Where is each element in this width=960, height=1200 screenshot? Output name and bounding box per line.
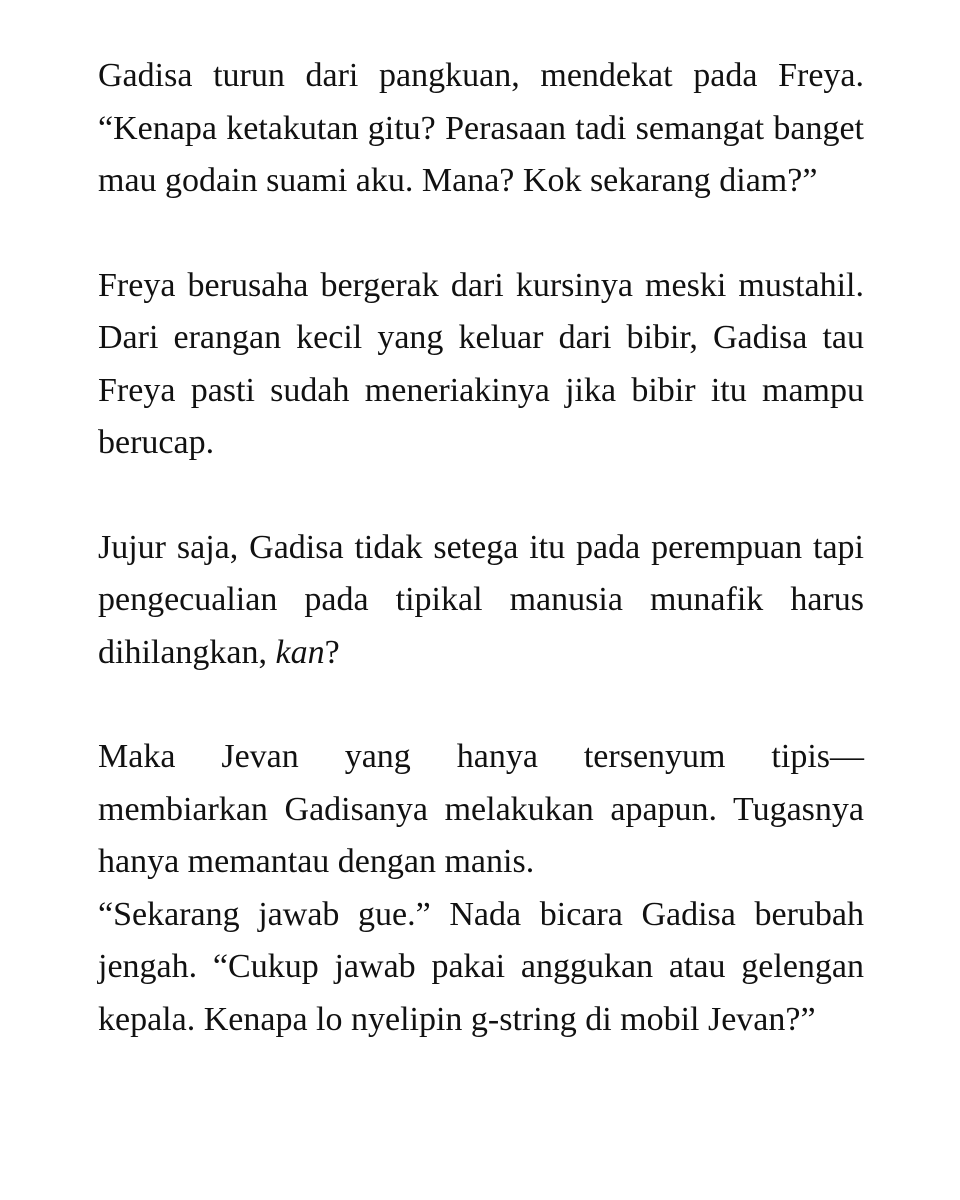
paragraph-4 [98,731,864,889]
paragraph-2 [98,260,864,470]
paragraph-3 [98,522,864,680]
paragraph-5-text: “Sekarang jawab gue.” Nada bicara Gadisa berubah jengah. “Cukup jawab pakai anggukan atau gelengan kepala. Kenapa lo nyelipin g-string di mobil Jevan?” [98,895,864,1038]
paragraph-3-ending: ? [324,633,340,671]
paragraph-3-italic-word: kan [275,633,325,671]
paragraph-4-line-1 [98,731,864,784]
paragraph-4-rest-text: membiarkan Gadisanya melakukan apapun. Tugasnya hanya memantau dengan manis. [98,790,864,880]
paragraph-4-rest [98,784,864,889]
paragraph-4-line-1-text: Maka Jevan yang hanya tersenyum tipis— [98,738,864,775]
document-page [98,50,864,1046]
paragraph-1-text: Gadisa turun dari pangkuan, mendekat pada Freya. “Kenapa ketakutan gitu? Perasaan tadi semangat banget mau godain suami aku. Mana? Kok sekarang diam?” [98,57,864,199]
paragraph-2-text: Freya berusaha bergerak dari kursinya meski mustahil. Dari erangan kecil yang keluar dari bibir, Gadisa tau Freya pasti sudah meneriakinya jika bibir itu mampu berucap. [98,266,864,461]
paragraph-5 [98,889,864,1047]
paragraph-3-text: Jujur saja, Gadisa tidak setega itu pada perempuan tapi pengecualian pada tipikal manusia munafik harus dihilangkan, [98,528,864,671]
paragraph-1 [98,50,864,208]
